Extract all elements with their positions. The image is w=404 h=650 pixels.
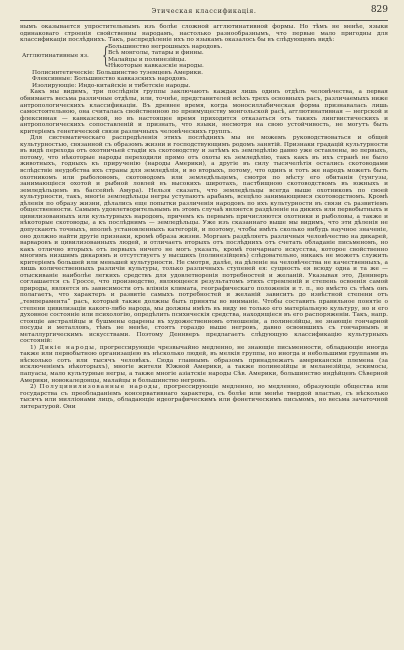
body-paragraph: Для систематическаго распредѣленія этихъ послѣднихъ мы не можемъ руководствоваться и общей культурностью, связанной съ образомъ жизни и господствующимъ родомъ занятій. Признаки градацій культурности въ видѣ перехода отъ охотничьей стадіи къ скотоводству и затѣмъ къ земледѣлію давно уже оставлены, во первыхъ, потому, что нѣкоторые народы переходили прямо отъ охоты къ земледѣлію, такъ какъ въ ихъ странѣ не было животныхъ, годныхъ къ прирученію (народы Америки), а другіе въ силу тысячелѣтія остались скотоводами вслѣдствіе неудобства ихъ страны для земледѣлія, и во вторыхъ, потому, что одинъ и тотъ же народъ можетъ быть охотникомъ или рыболовомъ, скотоводомъ или земледѣльцемъ, смотря по мѣсту его обитанія (тунгузы, занимающіеся охотой и рыбной ловлей въ высокихъ широтахъ, пастбищною скотоводствомъ въ южныхъ и земледѣльцемъ въ бассейнѣ Амура). Нельзя сказать, что земледѣльцы всегда выше охотниковъ по своей культурности, такъ, многіе земледѣльцы негры уступаютъ арабамъ, всецѣло занимающимся скотоводствомъ. Кромѣ дѣленія по образу жизни, дѣлались еще попытки различенія народовъ по ихъ культурности въ связи съ развитіемъ общественности. Самымъ удовлетворительнымъ въ этомъ случаѣ является раздѣленіе на дикихъ или первобытныхъ и цивилизованныхъ или культурныхъ народовъ, причемъ къ первымъ причисляются охотники и рыболовы, а также и нѣкоторые скотоводы, а къ послѣднимъ — земледѣльцы. Уже изъ сказаннаго выше мы видимъ, что эти дѣленія не допускаютъ точныхъ, вполнѣ установленныхъ категорій, и поэтому, чтобы имѣть сколько нибудь научное значеніе, оно должно найти другіе признаки, кромѣ образа жизни. Морганъ раздѣляетъ различныя человѣчество на дикарей, варваровъ и цивилизованныхъ людей, и отличаетъ вторыхъ отъ послѣднихъ отъ счетать обладаніе письменомъ, но какъ отлично вторыхъ отъ первыхъ ничего не могъ указать, кромѣ гончарнаго искусства, которое свойственно многимъ низшимъ дикарямъ и отсутствуетъ у высшихъ (полинезійцевъ) слѣдовательно, никакъ не можетъ служить критеріемъ большей или меньшей культурности. Не смотря, далѣе, на дѣленіе на человѣчества не качественныхъ, а лишь количественныхъ различіи культуры, только различныхъ ступеней ея: сущность ея всюду одна и та же — отыскиваніе наиболѣе легкихъ средствъ для удовлетворенія потребностей и желаній. Указывая это, Деннверъ соглашается съ Гроссе, что производство, являющееся результатомъ этихъ стремленій и степень освоенія самой природы, является въ зависимости отъ вліянія климата, географическаго положенія и т. п., но вмѣсто съ тѣмъ онъ полагаетъ, что характеръ и развитіе самыхъ потребностей и желаній зависитъ до извѣстной степени отъ „темперамента“ расъ, который также должны быть приняты во вниманіе. Чтобы составить правильное понятіе о степени цивилизаціи какого-либо народа, мы должны имѣть въ виду не только его матеріальную культуру, но и его духовное состояніе или психологію, опредѣлить психическія средства, находящіеся въ его распоряженіи. Такъ, напр. стоящіе австралійцы и бушмены одарены въ художественномъ отношеніи, а полинезійцы, не знающіе гончарной посуды и металловъ, тѣмъ не менѣе, стоятъ гораздо выше негровъ, давно освоившихъ съ гончарнымъ и металлургическимъ искусствами. Поэтому Деннверъ предлагаетъ слѣдующую классификацію культурныхъ состояній:	[20, 135, 388, 345]
classification-line: Изолирующіе: Индо-китайскіе и тибетскіе народы.	[32, 82, 191, 89]
enumeration-term: Полуцивилизованные народы	[39, 384, 159, 391]
classification-line: Флексивные: Большинство кавказскихъ народовъ.	[32, 76, 189, 83]
running-header	[20, 5, 388, 17]
agglutinative-group	[20, 44, 388, 70]
enumeration-number: 2)	[30, 384, 36, 391]
brace-glyph: {	[102, 43, 109, 69]
classification-line: Полисинтетическіе: Большинство туземцевъ Америки.	[32, 69, 204, 76]
list-item: Малайцы и полинезійцы.	[108, 56, 187, 63]
agglutinative-items	[108, 44, 222, 70]
enumeration-text: , прогрессирующіе медленно, но медленно, образующіе общества или государства съ преобладаніемъ консервативнаго характера, съ болѣе или менѣе твердой властью, съ нѣсколько тысячъ или милліонами лицъ, обладающіе идеографическимъ или фонетическимъ письмомъ, но весьма зачаточной литературой. Они	[20, 384, 388, 410]
running-title: Этическая классификація.	[151, 7, 257, 15]
enumeration-text: , прогрессирующіе чрезвычайно медленно, не знающіе письменности, обладающіе иногда также или первобытною организаціею въ нѣсколько людей, въ мелкія группы, но иногда и небольшими группами въ нѣсколько сотъ или тысячъ человѣкъ. Сюда главнымъ образомъ принадлежатъ американскія племена (за исключеніемъ нѣкоторыхъ), многіе жители Южной Америки, а также полинезійцы и меланезійцы, эскимосы, папуасы, мало культурные негры, а также многіе азіатскіе народы Сѣв. Америки, большинство индѣйцевъ Сѣверной Америки, новокаледонцы, малайцы и большинство негровъ.	[20, 344, 388, 384]
enumeration-item	[20, 384, 388, 410]
list-item: Нѣкоторые кавказскіе народы.	[108, 63, 204, 70]
body-paragraph: Какъ мы видимъ, три послѣднія группы заключаютъ каждая лишь одинъ отдѣлъ человѣчества, а первая обнимаетъ весьма различные отдѣлы, или, точнѣе, представителей всѣхъ трехъ основныхъ расъ, различаемыхъ ниже антропологическихъ классификаціи. Въ древнее время, когда моносиллабическая форма признавалась лишь самостоятельною, она считалась свойственною по преимуществу монгольской расѣ, агглютинативная — негрской и флексивная — кавказской, но въ настоящее время приходится отказаться отъ такихъ лингвистическихъ и антропологическихъ сопоставленій и признать, что языки, несмотря на свою устойчивость, не могутъ быть критеріемъ генетической связи различныхъ человѣческихъ группъ.	[20, 89, 388, 135]
enumeration-number: 1)	[30, 344, 36, 351]
page-number: 829	[370, 5, 388, 15]
list-item: Большинство негрошныхъ народовъ.	[108, 43, 223, 50]
enumeration-term: Дикіе народы	[39, 344, 95, 351]
enumeration-item	[20, 345, 388, 384]
header-rule	[20, 20, 388, 21]
intro-paragraph: нымъ оказывается упростительнымъ изъ болѣе сложной агглютинативной формы. Но тѣмъ не менѣе, языки одинаковаго строенія свойственны народамъ, настолько разнообразнымъ, что первые мало пригодны для классификаціи послѣднихъ. Такъ, распредѣленіе ихъ по языкамъ оказалось бы въ слѣдующемъ видѣ:	[20, 24, 388, 44]
agglutinative-label: Агглютинативные яз.	[22, 53, 89, 60]
list-item: Всѣ монголы, татары и финны.	[108, 50, 204, 57]
